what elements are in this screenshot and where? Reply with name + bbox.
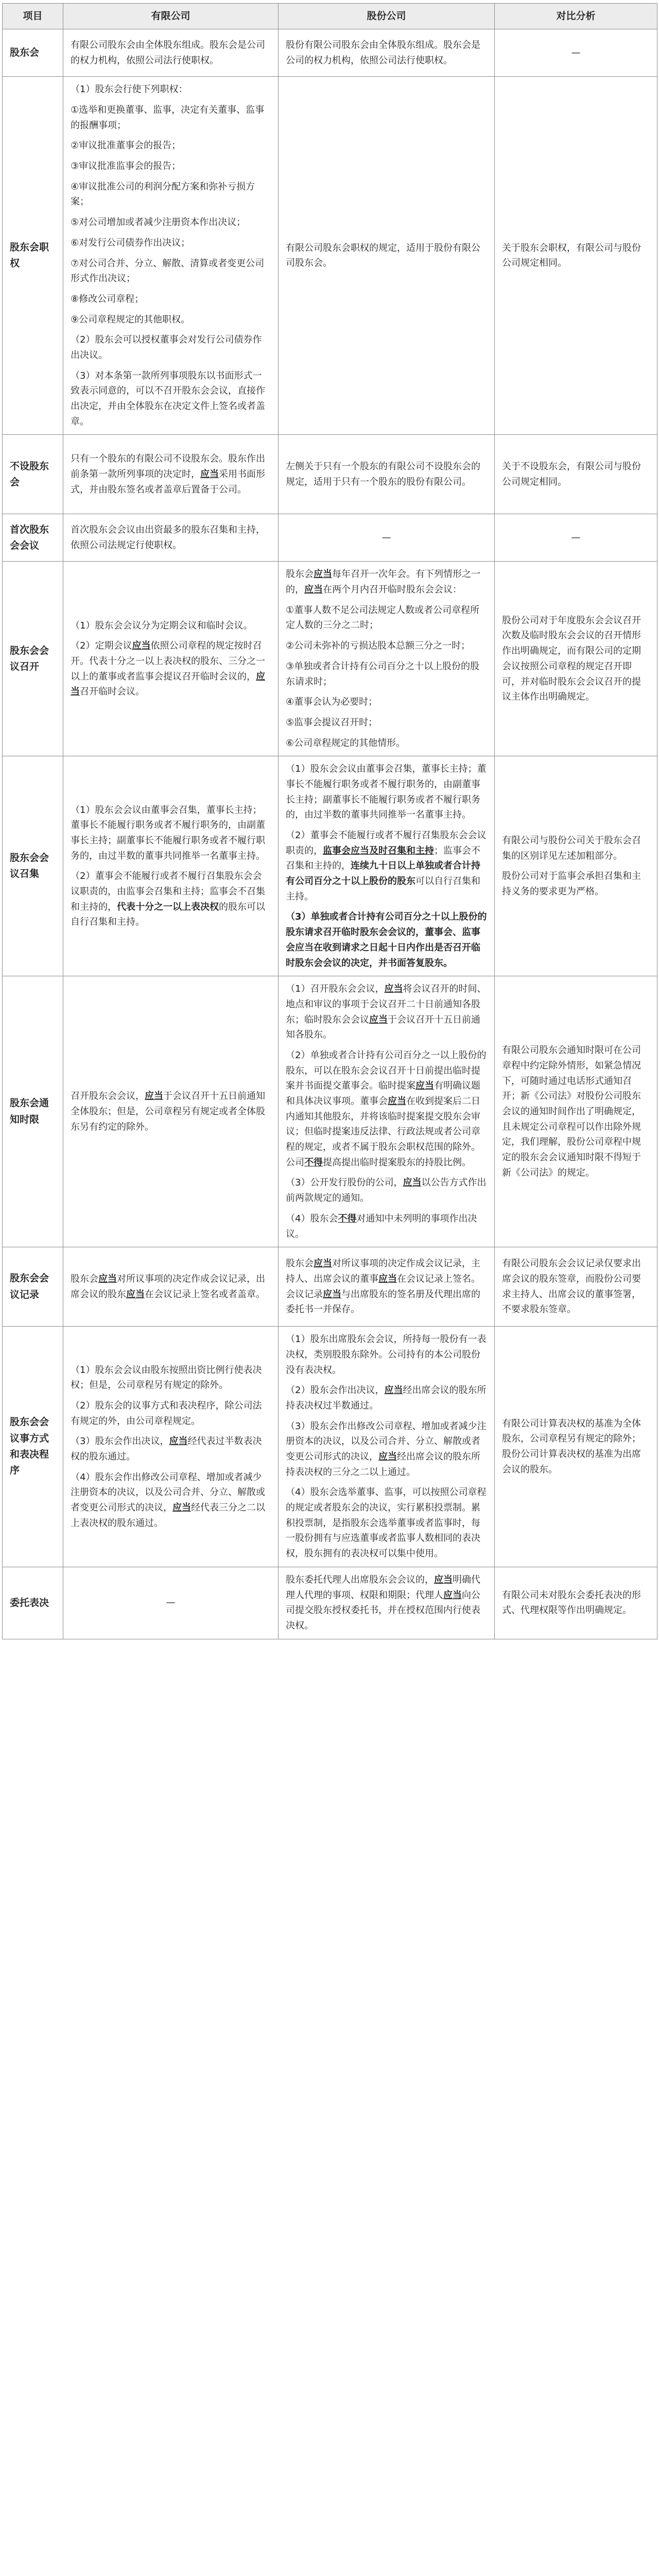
cell-text: 有限公司股东会由全体股东组成。股东会是公司的权力机构，依照公司法行使职权。 bbox=[71, 40, 265, 66]
cell-paragraph bbox=[71, 1363, 271, 1393]
compare-cell bbox=[495, 1567, 657, 1639]
cell-text: 与出席股东的签名册及代理出席的委托书一并保存。 bbox=[286, 1289, 480, 1315]
cell-text: 于会议召开十五日前通知全体股东；但是，公司章程另有规定或者全体股东另有约定的除外。 bbox=[71, 1091, 265, 1132]
cell-text: （4）股东会 bbox=[286, 1213, 338, 1224]
cell-text: （2）董事会不能履行或者不履行召集股东会会议职责的， bbox=[286, 830, 487, 856]
cell-paragraph bbox=[286, 659, 487, 689]
ltd-cell bbox=[63, 976, 279, 1247]
cell-text: 在会议记录上签名。会议记录 bbox=[286, 1274, 480, 1300]
cell-text: ③审议批准监事会的报告； bbox=[71, 161, 181, 172]
jsc-cell bbox=[279, 514, 495, 562]
ltd-cell bbox=[63, 514, 279, 562]
cell-text: ⑨公司章程规定的其他职权。 bbox=[71, 314, 190, 325]
emphasis-text: 监事会应当及时召集和主持 bbox=[323, 845, 434, 856]
cell-text: （2）股东会的议事方式和表决程序，除公司法有规定的外，由公司章程规定。 bbox=[71, 1400, 262, 1427]
cell-text: 提高提出临时提案股东的持股比例。 bbox=[323, 1157, 471, 1168]
cell-text: 关于不设股东会，有限公司与股份公司规定相同。 bbox=[502, 461, 641, 487]
row-item-label: 股东会 bbox=[3, 29, 63, 77]
cell-text: 有限公司与股份公司关于股东会召集的区别详见左述加粗部分。 bbox=[502, 835, 641, 861]
row-item-label: 股东会会议召集 bbox=[3, 756, 63, 976]
cell-paragraph bbox=[286, 694, 487, 710]
emphasis-text: 应当 bbox=[323, 1289, 341, 1300]
cell-text: （1）股东会会议由股东按照出资比例行使表决权；但是，公司章程另有规定的除外。 bbox=[71, 1364, 262, 1391]
emphasis-text: 应当 bbox=[388, 1096, 406, 1107]
cell-paragraph bbox=[286, 530, 487, 546]
cell-text: （1）股东会会议由董事会召集，董事长主持；董事长不能履行职务或者不履行职务的，由副董事长主持；副董事长不能履行职务或者不履行职务的，由过半数的董事共同推举一名董事主持。 bbox=[71, 804, 265, 861]
cell-text: （1）召开股东会会议， bbox=[286, 984, 385, 995]
cell-text: ④审议批准公司的利润分配方案和弥补亏损方案； bbox=[71, 181, 255, 208]
cell-text: 有限公司计算表决权的基准为全体股东，公司章程另有规定的除外；股份公司计算表决权的基准为出席会议的股东。 bbox=[502, 1418, 641, 1475]
header-jsc: 股份公司 bbox=[279, 4, 495, 29]
cell-paragraph bbox=[286, 459, 487, 489]
cell-text: 的股东可以自行召集和主持。 bbox=[71, 901, 265, 928]
cell-text: 经出席会议的股东所持表决权的三分之二以上通过。 bbox=[286, 1451, 480, 1478]
jsc-cell bbox=[279, 1247, 495, 1327]
jsc-cell bbox=[279, 1327, 495, 1567]
cell-paragraph bbox=[286, 909, 487, 971]
cell-text: ⑦对公司合并、分立、解散、清算或者变更公司形式作出决议； bbox=[71, 258, 265, 284]
cell-paragraph bbox=[502, 459, 650, 489]
table-row bbox=[3, 77, 657, 435]
table-row bbox=[3, 756, 657, 976]
cell-text: （2）定期会议 bbox=[71, 640, 132, 652]
cell-paragraph bbox=[286, 1211, 487, 1242]
cell-paragraph bbox=[286, 1048, 487, 1171]
table-row bbox=[3, 1247, 657, 1327]
cell-paragraph bbox=[286, 38, 487, 68]
cell-text: （1）股东出席股东会会议，所持每一股份有一表决权，类别股股东除外。公司持有的本公司股份没有表决权。 bbox=[286, 1334, 487, 1376]
emphasis-text: 不得 bbox=[304, 1157, 323, 1168]
cell-paragraph bbox=[71, 312, 271, 328]
cell-text: 只有一个股东的有限公司不设股东会。股东作出前条第一款所列事项的决定时， bbox=[71, 453, 265, 480]
compare-cell bbox=[495, 756, 657, 976]
cell-paragraph bbox=[502, 1416, 650, 1478]
cell-paragraph bbox=[71, 1434, 271, 1464]
cell-paragraph bbox=[286, 567, 487, 597]
cell-text: （3）股东会作出修改公司章程、增加或者减少注册资本的决议，以及公司合并、分立、解散或者变更公司形式的决议， bbox=[286, 1420, 487, 1463]
cell-paragraph bbox=[71, 82, 271, 97]
cell-text: 有限公司未对股东会委托表决的形式、代理权限等作出明确规定。 bbox=[502, 1589, 641, 1616]
cell-text: 有明确议题和具体决议事项。董事会 bbox=[286, 1080, 480, 1107]
cell-paragraph bbox=[502, 869, 650, 899]
emphasis-text: 应当 bbox=[443, 1589, 462, 1601]
table-row bbox=[3, 29, 657, 77]
row-item-label: 股东会职权 bbox=[3, 77, 63, 435]
cell-text: ⑤监事会提议召开时； bbox=[286, 717, 378, 728]
emphasis-text: 应当 bbox=[369, 1014, 388, 1025]
header-row bbox=[3, 4, 657, 29]
jsc-cell bbox=[279, 1567, 495, 1639]
emphasis-text: 应当 bbox=[415, 1080, 434, 1092]
jsc-cell bbox=[279, 562, 495, 756]
cell-paragraph bbox=[71, 235, 271, 251]
cell-text: 对所议事项的决定作成会议记录，出席会议的股东 bbox=[71, 1274, 265, 1300]
cell-paragraph bbox=[286, 715, 487, 731]
cell-text: 在两个月内召开临时股东会会议： bbox=[323, 584, 462, 596]
header-compare: 对比分析 bbox=[495, 4, 657, 29]
cell-text: 左侧关于只有一个股东的有限公司不设股东会的规定，适用于只有一个股东的股份有限公司。 bbox=[286, 461, 480, 487]
cell-paragraph bbox=[71, 803, 271, 864]
cell-text: （2）股东会可以授权董事会对发行公司债券作出决议。 bbox=[71, 334, 262, 361]
emphasis-text: 应当 bbox=[304, 584, 323, 596]
cell-paragraph bbox=[71, 638, 271, 700]
cell-paragraph bbox=[502, 613, 650, 705]
cell-text: ②审议批准董事会的报告； bbox=[71, 140, 181, 151]
cell-paragraph bbox=[502, 1043, 650, 1180]
cell-paragraph bbox=[502, 1256, 650, 1317]
row-item-label: 股东会会议事方式和表决程序 bbox=[3, 1327, 63, 1567]
ltd-cell bbox=[63, 1567, 279, 1639]
cell-text: 关于股东会职权，有限公司与股份公司规定相同。 bbox=[502, 242, 641, 269]
cell-text: 股东委托代理人出席股东会会议的， bbox=[286, 1574, 434, 1585]
bold-text: （3）单独或者合计持有公司百分之十以上股份的股东请求召开临时股东会会议的，董事会、监事会应当在收到请求之日起十日内作出是否召开临时股东会会议的决定，并书面答复股东。 bbox=[286, 911, 487, 969]
cell-paragraph bbox=[71, 138, 271, 154]
cell-paragraph bbox=[71, 179, 271, 210]
cell-text: （2）单独或者合计持有公司百分之一以上股份的股东，可以在股东会会议召开十日前提出临时提案并书面提交董事会。临时提案 bbox=[286, 1049, 487, 1092]
cell-paragraph bbox=[71, 522, 271, 553]
emphasis-text: 应当 bbox=[378, 1451, 397, 1463]
cell-paragraph bbox=[286, 1256, 487, 1317]
cell-paragraph bbox=[286, 1572, 487, 1634]
compare-cell bbox=[495, 77, 657, 435]
cell-text: 召开临时会议。 bbox=[80, 686, 145, 698]
cell-text: 在收到提案后二日内通知其他股东，并将该临时提案提交股东会审议；但临时提案违反法律、行政法规或者公司章程的规定，或者不属于股东会职权范围的除外。公司 bbox=[286, 1096, 480, 1168]
jsc-cell bbox=[279, 435, 495, 514]
emphasis-text: 应当 bbox=[403, 1177, 422, 1189]
cell-text: 可以自行召集和主持。 bbox=[286, 876, 480, 902]
ltd-cell bbox=[63, 756, 279, 976]
cell-paragraph bbox=[71, 103, 271, 133]
jsc-cell bbox=[279, 756, 495, 976]
cell-paragraph bbox=[71, 1398, 271, 1429]
cell-paragraph bbox=[71, 159, 271, 174]
row-item-label: 股东会通知时限 bbox=[3, 976, 63, 1247]
cell-paragraph bbox=[286, 828, 487, 904]
cell-text: 于会议召开十五日前通知各股东。 bbox=[286, 1014, 480, 1041]
cell-text: 召开股东会会议， bbox=[71, 1091, 145, 1102]
cell-text: 有限公司股东会会议记录仅要求出席会议的股东签章，而股份公司要求主持人、出席会议的董事签署，不要求股东签章。 bbox=[502, 1258, 641, 1315]
row-item-label: 委托表决 bbox=[3, 1567, 63, 1639]
cell-text: （1）股东会会议由董事会召集，董事长主持；董事长不能履行职务或者不履行职务的，由副董事长主持；副董事长不能履行职务或者不履行职务的，由过半数的董事共同推举一名董事主持。 bbox=[286, 764, 487, 821]
cell-paragraph bbox=[71, 1089, 271, 1134]
cell-text: 对所议事项的决定作成会议记录，主持人、出席会议的董事 bbox=[286, 1258, 480, 1285]
cell-text: 对通知中未列明的事项作出决议。 bbox=[286, 1213, 477, 1240]
ltd-cell bbox=[63, 1247, 279, 1327]
cell-paragraph bbox=[71, 618, 271, 634]
cell-text: （1）股东会行使下列职权： bbox=[71, 84, 188, 95]
cell-text: 股份公司对于监事会承担召集和主持义务的要求更为严格。 bbox=[502, 871, 641, 897]
cell-text: — bbox=[571, 532, 581, 544]
compare-cell bbox=[495, 514, 657, 562]
cell-text: — bbox=[571, 47, 581, 58]
cell-text: 在会议记录上签名或者盖章。 bbox=[145, 1289, 265, 1300]
emphasis-text: 应当 bbox=[384, 1385, 403, 1396]
cell-text: 经代表过半数表决权的股东通过。 bbox=[71, 1436, 262, 1463]
comparison-table bbox=[2, 3, 657, 1639]
table-row bbox=[3, 514, 657, 562]
cell-paragraph bbox=[286, 638, 487, 654]
emphasis-text: 应当 bbox=[314, 1258, 332, 1269]
emphasis-text: 应当 bbox=[126, 1289, 145, 1300]
ltd-cell bbox=[63, 29, 279, 77]
compare-cell bbox=[495, 29, 657, 77]
table-row bbox=[3, 1567, 657, 1639]
cell-paragraph bbox=[286, 736, 487, 751]
emphasis-text: 应当 bbox=[384, 984, 403, 995]
cell-paragraph bbox=[502, 45, 650, 61]
cell-paragraph bbox=[71, 292, 271, 307]
cell-text: 经代表三分之二以上表决权的股东通过。 bbox=[71, 1502, 265, 1529]
cell-text: — bbox=[166, 1597, 176, 1608]
cell-paragraph bbox=[71, 451, 271, 497]
cell-text: 以公告方式作出前两款规定的通知。 bbox=[286, 1177, 487, 1204]
cell-text: 依照公司章程的规定按时召开。代表十分之一以上表决权的股东、三分之一以上的董事或者监事会提议召开临时会议的， bbox=[71, 640, 265, 682]
bold-text: 连续九十日以上单独或者合计持有公司百分之十以上股份的股东 bbox=[286, 860, 480, 887]
jsc-cell bbox=[279, 77, 495, 435]
cell-paragraph bbox=[71, 1470, 271, 1531]
header-item: 项目 bbox=[3, 4, 63, 29]
bold-text: 代表十分之一以上表决权 bbox=[117, 901, 219, 912]
cell-text: 经出席会议的股东所持表决权过半数通过。 bbox=[286, 1385, 487, 1411]
cell-paragraph bbox=[286, 1485, 487, 1561]
emphasis-text: 应当 bbox=[169, 1436, 188, 1447]
cell-paragraph bbox=[502, 1588, 650, 1618]
table-row bbox=[3, 1327, 657, 1567]
header-ltd: 有限公司 bbox=[63, 4, 279, 29]
emphasis-text: 应当 bbox=[98, 1274, 117, 1285]
cell-paragraph bbox=[502, 241, 650, 271]
cell-text: 股份有限公司股东会由全体股东组成。股东会是公司的权力机构，依照公司法行使职权。 bbox=[286, 40, 480, 66]
cell-paragraph bbox=[71, 1595, 271, 1611]
emphasis-text: 应当 bbox=[434, 1574, 453, 1585]
cell-text: （2）董事会不能履行或者不履行召集股东会会议职责的，由监事会召集和主持；监事会不召集和主持的， bbox=[71, 871, 265, 912]
cell-text: ⑥对发行公司债券作出决议； bbox=[71, 237, 190, 248]
cell-text: 向公司提交股东授权委托书，并在授权范围内行使表决权。 bbox=[286, 1589, 480, 1631]
compare-cell bbox=[495, 1327, 657, 1567]
table-body bbox=[3, 29, 657, 1639]
row-item-label: 首次股东会会议 bbox=[3, 514, 63, 562]
cell-paragraph bbox=[71, 38, 271, 68]
cell-text: （3）对本条第一款所列事项股东以书面形式一致表示同意的，可以不召开股东会会议，直接作出决定，并由全体股东在决定文件上签名或者盖章。 bbox=[71, 370, 265, 427]
emphasis-text: 应当 bbox=[378, 1274, 397, 1285]
ltd-cell bbox=[63, 562, 279, 756]
table-row bbox=[3, 435, 657, 514]
cell-text: （4）股东会作出修改公司章程、增加或者减少注册资本的决议，以及公司合并、分立、解散或者变更公司形式的决议， bbox=[71, 1471, 265, 1514]
jsc-cell bbox=[279, 976, 495, 1247]
compare-cell bbox=[495, 435, 657, 514]
compare-cell bbox=[495, 562, 657, 756]
table-row bbox=[3, 562, 657, 756]
cell-paragraph bbox=[286, 1419, 487, 1480]
emphasis-text: 不得 bbox=[338, 1213, 357, 1224]
row-item-label: 股东会会议召开 bbox=[3, 562, 63, 756]
emphasis-text: 应当 bbox=[145, 1091, 163, 1102]
cell-text: （4）股东会选举董事、监事，可以按照公司章程的规定或者股东会的决议，实行累积投票制。累积投票制，是指股东会选举董事或者监事时，每一股份拥有与应选董事或者监事人数相同的表决权，股东拥有的表决权可以集中使用。 bbox=[286, 1487, 487, 1560]
cell-text: ⑥公司章程规定的其他情形。 bbox=[286, 737, 406, 749]
cell-text: 有限公司股东会通知时限可在公司章程中约定除外情形，如紧急情况下，可随时通过电话形式通知召开；新《公司法》对股份公司股东会议的通知时间作出了明确规定，且未规定公司章程可以作出除外规定，我们理解，股份公司章程中规定的股东会会议通知时限不得短于新《公司法》的规定。 bbox=[502, 1045, 641, 1178]
cell-paragraph bbox=[286, 761, 487, 823]
jsc-cell bbox=[279, 29, 495, 77]
cell-paragraph bbox=[71, 332, 271, 363]
cell-text: 将会议召开的时间、地点和审议的事项于会议召开二十日前通知各股东；临时股东会会议 bbox=[286, 984, 487, 1025]
cell-text: — bbox=[381, 532, 391, 544]
cell-paragraph bbox=[71, 256, 271, 286]
cell-text: ⑧修改公司章程； bbox=[71, 293, 144, 304]
cell-paragraph bbox=[286, 1383, 487, 1413]
cell-paragraph bbox=[286, 981, 487, 1043]
cell-text: 明确代理人代理的事项、权限和期限；代理人 bbox=[286, 1574, 480, 1601]
ltd-cell bbox=[63, 1327, 279, 1567]
cell-text: 股份公司对于年度股东会会议召开次数及临时股东会会议的召开情形作出明确规定，而有限公司的定期会议按照公司章程的规定召开即可，并对临时股东会会议召开的提议主体作出明确规定。 bbox=[502, 615, 641, 703]
ltd-cell bbox=[63, 435, 279, 514]
cell-paragraph bbox=[502, 530, 650, 546]
cell-paragraph bbox=[286, 603, 487, 633]
cell-text: ①董事人数不足公司法规定人数或者公司章程所定人数的三分之二时； bbox=[286, 604, 480, 631]
cell-text: （1）股东会会议分为定期会议和临时会议。 bbox=[71, 620, 253, 631]
cell-text: ④董事会认为必要时； bbox=[286, 697, 378, 708]
cell-text: ；监事会不召集和主持的， bbox=[286, 845, 480, 872]
table-row bbox=[3, 976, 657, 1247]
cell-text: ⑤对公司增加或者减少注册资本作出决议； bbox=[71, 217, 246, 228]
cell-text: 每年召开一次年会。有下列情形之一的， bbox=[286, 569, 480, 596]
emphasis-text: 应当 bbox=[200, 469, 219, 480]
cell-text: 首次股东会会议由出资最多的股东召集和主持，依照公司法规定行使职权。 bbox=[71, 524, 265, 551]
cell-text: 有限公司股东会职权的规定，适用于股份有限公司股东会。 bbox=[286, 242, 480, 269]
ltd-cell bbox=[63, 77, 279, 435]
emphasis-text: 应当 bbox=[172, 1502, 191, 1514]
emphasis-text: 应当 bbox=[71, 671, 265, 698]
cell-text: 股东会 bbox=[286, 569, 314, 580]
row-item-label: 股东会会议记录 bbox=[3, 1247, 63, 1327]
compare-cell bbox=[495, 1247, 657, 1327]
cell-text: ②公司未弥补的亏损达股本总额三分之一时； bbox=[286, 640, 471, 652]
cell-paragraph bbox=[502, 833, 650, 863]
cell-paragraph bbox=[71, 215, 271, 230]
compare-cell bbox=[495, 976, 657, 1247]
cell-text: ③单独或者合计持有公司百分之十以上股份的股东请求时； bbox=[286, 660, 480, 687]
cell-text: ①选举和更换董事、监事，决定有关董事、监事的报酬事项； bbox=[71, 105, 265, 131]
cell-paragraph bbox=[286, 241, 487, 271]
cell-text: 采用书面形式，并由股东签名或者盖章后置备于公司。 bbox=[71, 469, 265, 495]
cell-paragraph bbox=[71, 869, 271, 930]
cell-text: （2）股东会作出决议， bbox=[286, 1385, 385, 1396]
row-item-label: 不设股东会 bbox=[3, 435, 63, 514]
cell-paragraph bbox=[286, 1175, 487, 1206]
cell-text: 股东会 bbox=[71, 1274, 98, 1285]
cell-paragraph bbox=[286, 1332, 487, 1378]
emphasis-text: 应当 bbox=[132, 640, 151, 652]
cell-text: （3）股东会作出决议， bbox=[71, 1436, 169, 1447]
cell-text: （3）公开发行股份的公司， bbox=[286, 1177, 403, 1189]
cell-paragraph bbox=[71, 368, 271, 430]
emphasis-text: 应当 bbox=[314, 569, 332, 580]
cell-paragraph bbox=[71, 1272, 271, 1302]
cell-text: 股东会 bbox=[286, 1258, 314, 1269]
